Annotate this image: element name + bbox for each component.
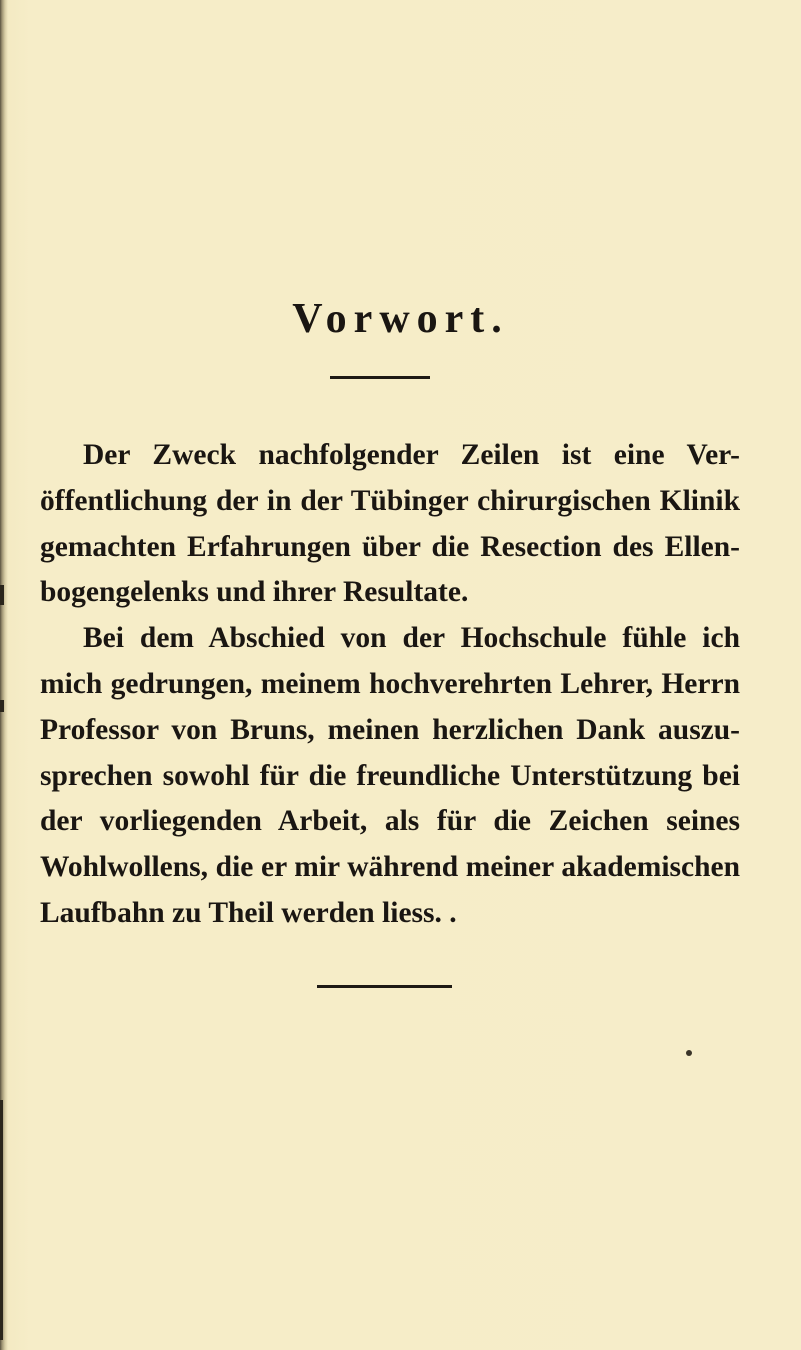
text-line: Professor von Bruns, meinen herzlichen Dank auszu- [40, 713, 740, 746]
binding-mark [0, 700, 4, 712]
page-title: Vorwort. [292, 296, 509, 342]
text-line: gemachten Erfahrungen über die Resection des Ellen- [40, 530, 740, 563]
text-line: sprechen sowohl für die freundliche Unterstützung bei [40, 759, 740, 792]
preface-text [40, 433, 740, 937]
binding-mark [0, 585, 4, 605]
text-line: Bei dem Abschied von der Hochschule fühle ich [83, 622, 740, 655]
text-line: Der Zweck nachfolgender Zeilen ist eine Ver- [83, 439, 740, 471]
text-line: der vorliegenden Arbeit, als für die Zeichen seines [40, 805, 740, 838]
text-line: Laufbahn zu Theil werden liess. . [40, 896, 457, 929]
binding-mark [0, 1100, 3, 1340]
title-rule [330, 376, 430, 379]
ink-speck [686, 1050, 692, 1056]
text-line: bogengelenks und ihrer Resultate. [40, 576, 469, 609]
text-line: öffentlichung der in der Tübinger chirurgischen Klinik [40, 484, 740, 517]
text-line: Wohlwollens, die er mir während meiner akademischen [40, 851, 740, 884]
closing-rule [317, 985, 452, 988]
text-line: mich gedrungen, meinem hochverehrten Lehrer, Herrn [40, 667, 740, 700]
